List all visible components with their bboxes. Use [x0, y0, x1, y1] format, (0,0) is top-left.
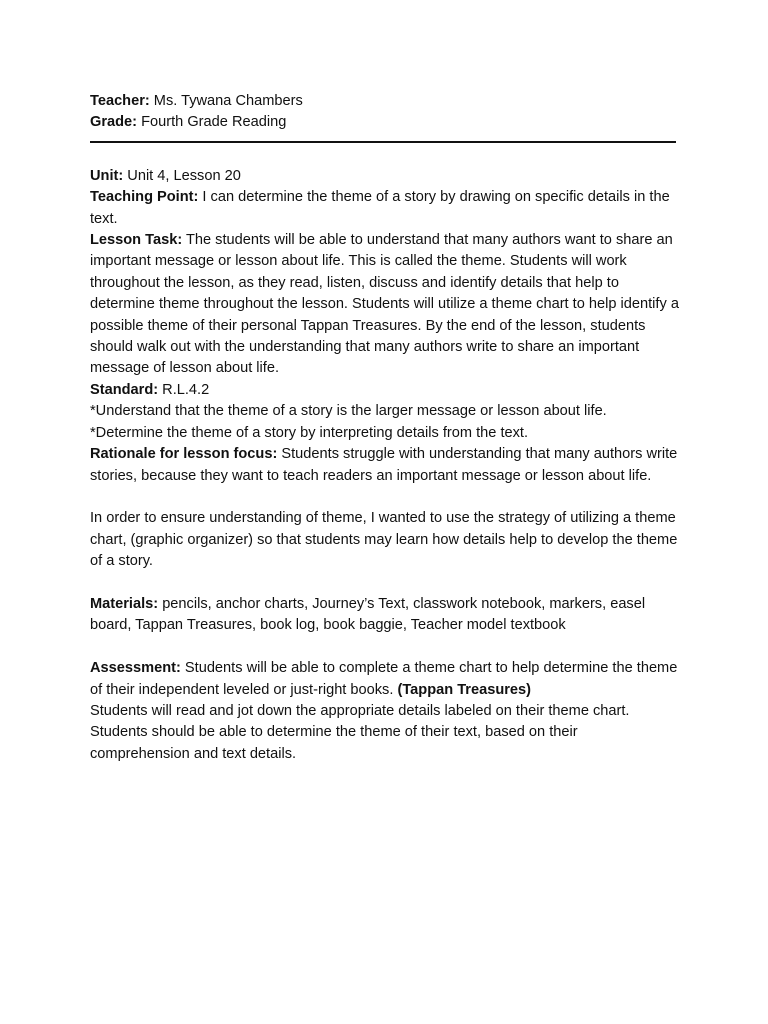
lesson-task-label: Lesson Task: — [90, 232, 183, 249]
materials-label: Materials: — [90, 595, 159, 612]
teacher-value: Ms. Tywana Chambers — [149, 93, 303, 109]
unit-value: Unit 4, Lesson 20 — [123, 167, 241, 184]
standard-value: R.L.4.2 — [158, 381, 210, 398]
lesson-plan-document — [90, 91, 680, 765]
materials-text: pencils, anchor charts, Journey’s Text, classwork notebook, markers, easel board, Tappan Treasures, book log, book baggie, Teacher model textbook — [90, 595, 646, 634]
lesson-task-text: The students will be able to understand that many authors want to share an important message or lesson about life. This is called the theme. Students will work throughout the lesson, as they read, listen, discuss and identify details that help to determine theme throughout the lesson. Students will utilize a theme chart to help identify a possible theme of their personal Tappan Treasures. By the end of the lesson, students should walk out with the understanding that many authors write to share an important message of lesson about life. — [90, 232, 679, 377]
unit-line — [90, 166, 680, 187]
teaching-point-paragraph — [90, 187, 680, 230]
rationale-label: Rationale for lesson focus: — [90, 446, 278, 463]
standard-bullet: *Determine the theme of a story by interpreting details from the text. — [90, 424, 529, 441]
assessment-bold-tail: (Tappan Treasures) — [397, 681, 532, 698]
assessment-text: Students will be able to complete a theme chart to help determine the theme of their independent leveled or just-right books. — [90, 660, 678, 698]
teaching-point-label: Teaching Point: — [90, 189, 199, 206]
grade-line — [90, 112, 680, 133]
rationale-paragraph-2: In order to ensure understanding of theme, I wanted to use the strategy of utilizing a theme chart, (graphic organizer) so that students may learn how details help to develop the theme of a story. — [90, 510, 678, 570]
materials-paragraph — [90, 594, 680, 637]
grade-label: Grade: — [90, 114, 138, 131]
rationale-text: Students struggle with understanding that many authors write stories, because they want to teach readers an important message or lesson about life. — [90, 446, 678, 484]
standard-bullet: *Understand that the theme of a story is the larger message or lesson about life. — [90, 403, 607, 420]
assessment-paragraph-2: Students will read and jot down the appropriate details labeled on their theme chart. Students should be able to determine the theme of their text, based on their comprehension and text details. — [90, 702, 630, 762]
standard-label: Standard: — [90, 381, 159, 398]
unit-label: Unit: — [90, 167, 124, 184]
assessment-paragraph — [90, 658, 680, 701]
standard-line — [90, 380, 680, 401]
grade-value: Fourth Grade Reading — [137, 114, 287, 131]
teacher-label: Teacher: — [90, 93, 150, 109]
horizontal-divider — [90, 141, 676, 143]
rationale-paragraph — [90, 444, 680, 487]
lesson-task-paragraph — [90, 230, 680, 380]
assessment-label: Assessment: — [90, 660, 181, 677]
teacher-line — [90, 91, 680, 112]
teaching-point-text: I can determine the theme of a story by drawing on specific details in the text. — [90, 189, 670, 227]
